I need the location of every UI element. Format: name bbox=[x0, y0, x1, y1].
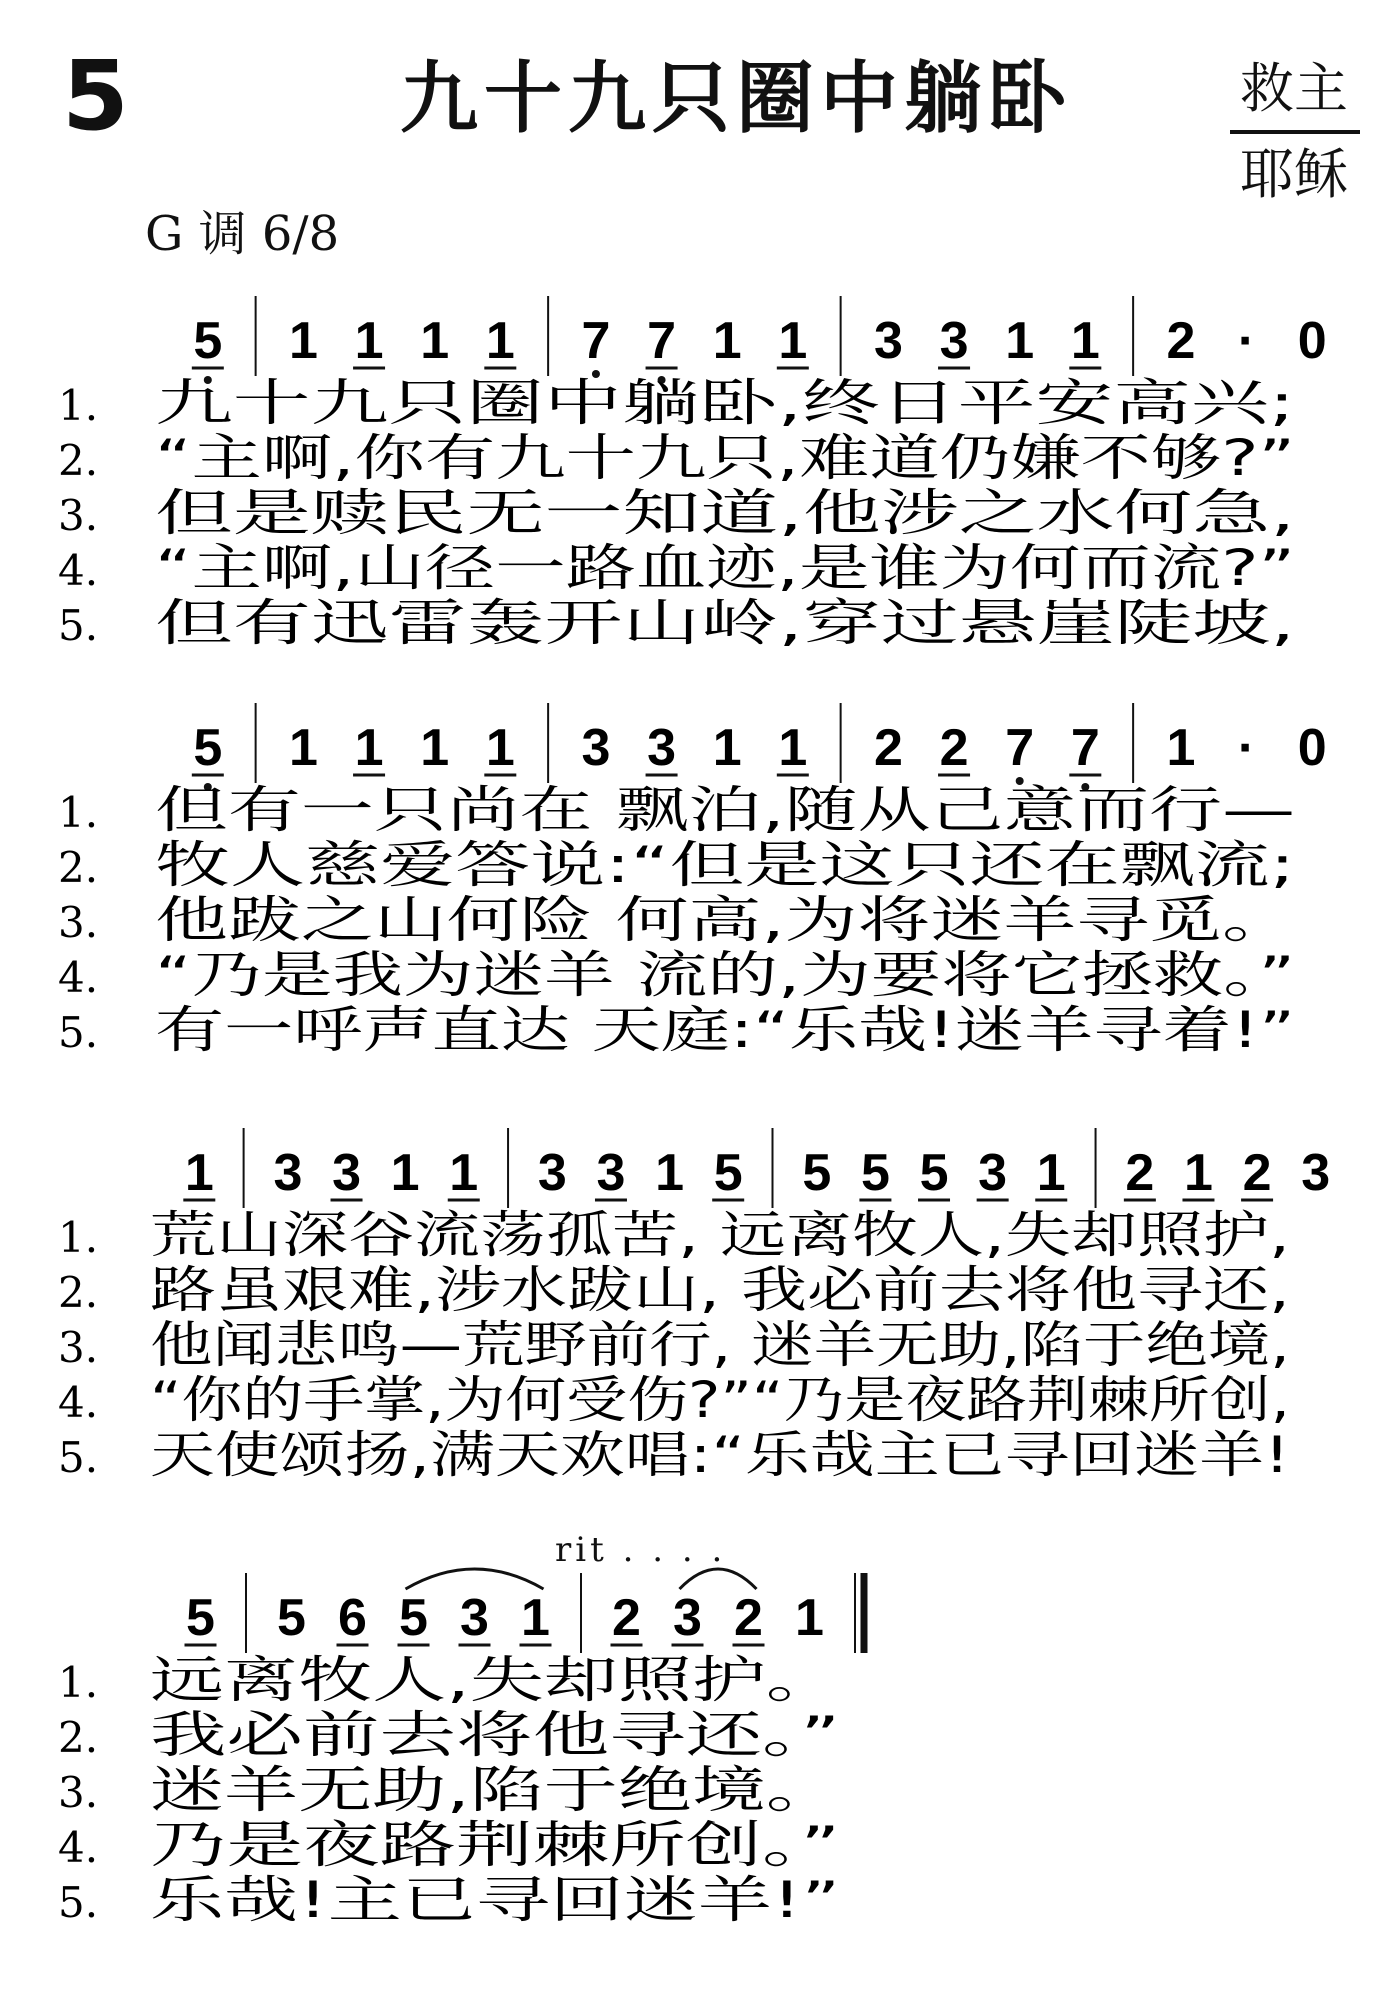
note: 3 bbox=[537, 1144, 567, 1202]
verse-number: 5. bbox=[58, 1433, 99, 1482]
note: 3 bbox=[978, 1144, 1008, 1202]
note: 0 bbox=[1297, 312, 1327, 370]
verse-number: 1. bbox=[58, 1213, 99, 1262]
note: 3 bbox=[673, 1589, 702, 1647]
lyric-line: 天使颂扬,满天欢唱:“乐哉主已寻回迷羊! bbox=[150, 1426, 1290, 1484]
note: 6 bbox=[338, 1589, 367, 1647]
note: 1 bbox=[1036, 1144, 1066, 1202]
note: 3 bbox=[873, 312, 903, 370]
verse-number: 1. bbox=[58, 788, 99, 837]
note: 1 bbox=[1070, 312, 1100, 370]
verse-number: 3. bbox=[58, 1768, 99, 1817]
lyric-line: 有一呼声直达 天庭:“乐哉!迷羊寻着!” bbox=[155, 1001, 1295, 1059]
note: 7 bbox=[581, 312, 611, 370]
lyric-line: 路虽艰难,涉水跋山, 我必前去将他寻还, bbox=[150, 1261, 1290, 1319]
ritardando-mark: rit . . . . bbox=[555, 1530, 727, 1570]
verse-number: 4. bbox=[58, 546, 99, 595]
note: 1 bbox=[390, 1144, 420, 1202]
lyric-line: 我必前去将他寻还。” bbox=[150, 1706, 840, 1764]
lyric-line: “主啊,你有九十九只,难道仍嫌不够?” bbox=[155, 429, 1295, 487]
note: 7 bbox=[647, 312, 677, 370]
note: 1 bbox=[795, 1589, 824, 1647]
note: 1 bbox=[1184, 1144, 1213, 1202]
slur bbox=[406, 1569, 544, 1589]
note: 5 bbox=[399, 1589, 428, 1647]
lyric-line: “主啊,山径一路血迹,是谁为何而流?” bbox=[155, 539, 1295, 597]
verse-number: 5. bbox=[58, 601, 99, 650]
note: 3 bbox=[581, 719, 611, 777]
note: 1 bbox=[712, 719, 742, 777]
note: 1 bbox=[778, 312, 808, 370]
verse-number: 4. bbox=[58, 1823, 99, 1872]
note: 3 bbox=[596, 1144, 626, 1202]
verse-number: 3. bbox=[58, 1323, 99, 1372]
note: 3 bbox=[1301, 1144, 1331, 1202]
verse-number: 5. bbox=[58, 1008, 99, 1057]
note: 0 bbox=[1297, 719, 1327, 777]
note: 3 bbox=[460, 1589, 489, 1647]
verse-number: 2. bbox=[58, 1268, 99, 1317]
note: 5 bbox=[802, 1144, 832, 1202]
lyric-line: 荒山深谷流荡孤苦, 远离牧人,失却照护, bbox=[150, 1206, 1290, 1264]
note: 1 bbox=[712, 312, 742, 370]
note: 7 bbox=[1005, 719, 1035, 777]
note: 1 bbox=[778, 719, 808, 777]
verse-number: 2. bbox=[58, 843, 99, 892]
note: 5 bbox=[186, 1589, 215, 1647]
note: 2 bbox=[939, 719, 969, 777]
note: 5 bbox=[277, 1589, 306, 1647]
note: 3 bbox=[273, 1144, 303, 1202]
verse-number: 1. bbox=[58, 1658, 99, 1707]
category-label-bottom: 耶稣 bbox=[1240, 143, 1348, 206]
lyric-line: 迷羊无助,陷于绝境。 bbox=[150, 1761, 840, 1819]
note: 2 bbox=[612, 1589, 641, 1647]
key-meter: G 调 6/8 bbox=[145, 206, 340, 262]
note: 2 bbox=[734, 1589, 763, 1647]
note: · bbox=[1237, 312, 1256, 370]
note: 1 bbox=[449, 1144, 479, 1202]
note: 3 bbox=[939, 312, 969, 370]
lyric-line: “乃是我为迷羊 流的,为要将它拯救。” bbox=[155, 946, 1295, 1004]
verse-number: 3. bbox=[58, 491, 99, 540]
note: 2 bbox=[1166, 312, 1196, 370]
note: 1 bbox=[1005, 312, 1035, 370]
note: 1 bbox=[521, 1589, 550, 1647]
note: 1 bbox=[184, 1144, 214, 1202]
note: 2 bbox=[1125, 1144, 1155, 1202]
lyric-line: 乐哉!主已寻回迷羊!” bbox=[150, 1871, 840, 1929]
note: 2 bbox=[873, 719, 903, 777]
verse-number: 1. bbox=[58, 381, 99, 430]
note: · bbox=[1237, 719, 1256, 777]
verse-number: 4. bbox=[58, 953, 99, 1002]
category-label-top: 救主 bbox=[1240, 57, 1348, 120]
note: 1 bbox=[420, 312, 450, 370]
note: 5 bbox=[919, 1144, 949, 1202]
verse-number: 4. bbox=[58, 1378, 99, 1427]
note: 1 bbox=[485, 719, 515, 777]
lyric-line: 他跋之山何险 何高,为将迷羊寻觅。 bbox=[155, 891, 1295, 949]
lyric-line: 但是赎民无一知道,他涉之水何急, bbox=[155, 484, 1295, 542]
lyric-line: 九十九只圈中躺卧,终日平安高兴; bbox=[155, 374, 1295, 432]
note: 7 bbox=[1070, 719, 1100, 777]
lyric-line: 乃是夜路荆棘所创。” bbox=[150, 1816, 840, 1874]
note: 1 bbox=[354, 312, 384, 370]
lyric-line: 牧人慈爱答说:“但是这只还在飘流; bbox=[155, 836, 1295, 894]
note: 3 bbox=[647, 719, 677, 777]
note: 5 bbox=[860, 1144, 890, 1202]
lyric-line: 远离牧人,失却照护。 bbox=[150, 1651, 840, 1709]
note: 1 bbox=[354, 719, 384, 777]
note: 5 bbox=[713, 1144, 743, 1202]
hymn-title: 九十九只圈中躺卧 bbox=[400, 54, 1073, 144]
note: 1 bbox=[1166, 719, 1196, 777]
note: 5 bbox=[193, 312, 223, 370]
note: 1 bbox=[485, 312, 515, 370]
lyric-line: 但有一只尚在 飘泊,随从己意而行— bbox=[155, 781, 1295, 839]
note: 1 bbox=[420, 719, 450, 777]
verse-number: 3. bbox=[58, 898, 99, 947]
note: 5 bbox=[193, 719, 223, 777]
lyric-line: 他闻悲鸣—荒野前行, 迷羊无助,陷于绝境, bbox=[150, 1316, 1290, 1374]
note: 1 bbox=[288, 312, 318, 370]
note: 1 bbox=[655, 1144, 685, 1202]
lyric-line: “你的手掌,为何受伤?”“乃是夜路荆棘所创, bbox=[150, 1371, 1290, 1429]
note: 2 bbox=[1242, 1144, 1272, 1202]
verse-number: 5. bbox=[58, 1878, 99, 1927]
lyric-line: 但有迅雷轰开山岭,穿过悬崖陡坡, bbox=[155, 594, 1295, 652]
verse-number: 2. bbox=[58, 1713, 99, 1762]
verse-number: 2. bbox=[58, 436, 99, 485]
note: 1 bbox=[288, 719, 318, 777]
note: 3 bbox=[332, 1144, 361, 1202]
hymn-number: 5 bbox=[62, 40, 129, 152]
slur bbox=[680, 1569, 757, 1589]
